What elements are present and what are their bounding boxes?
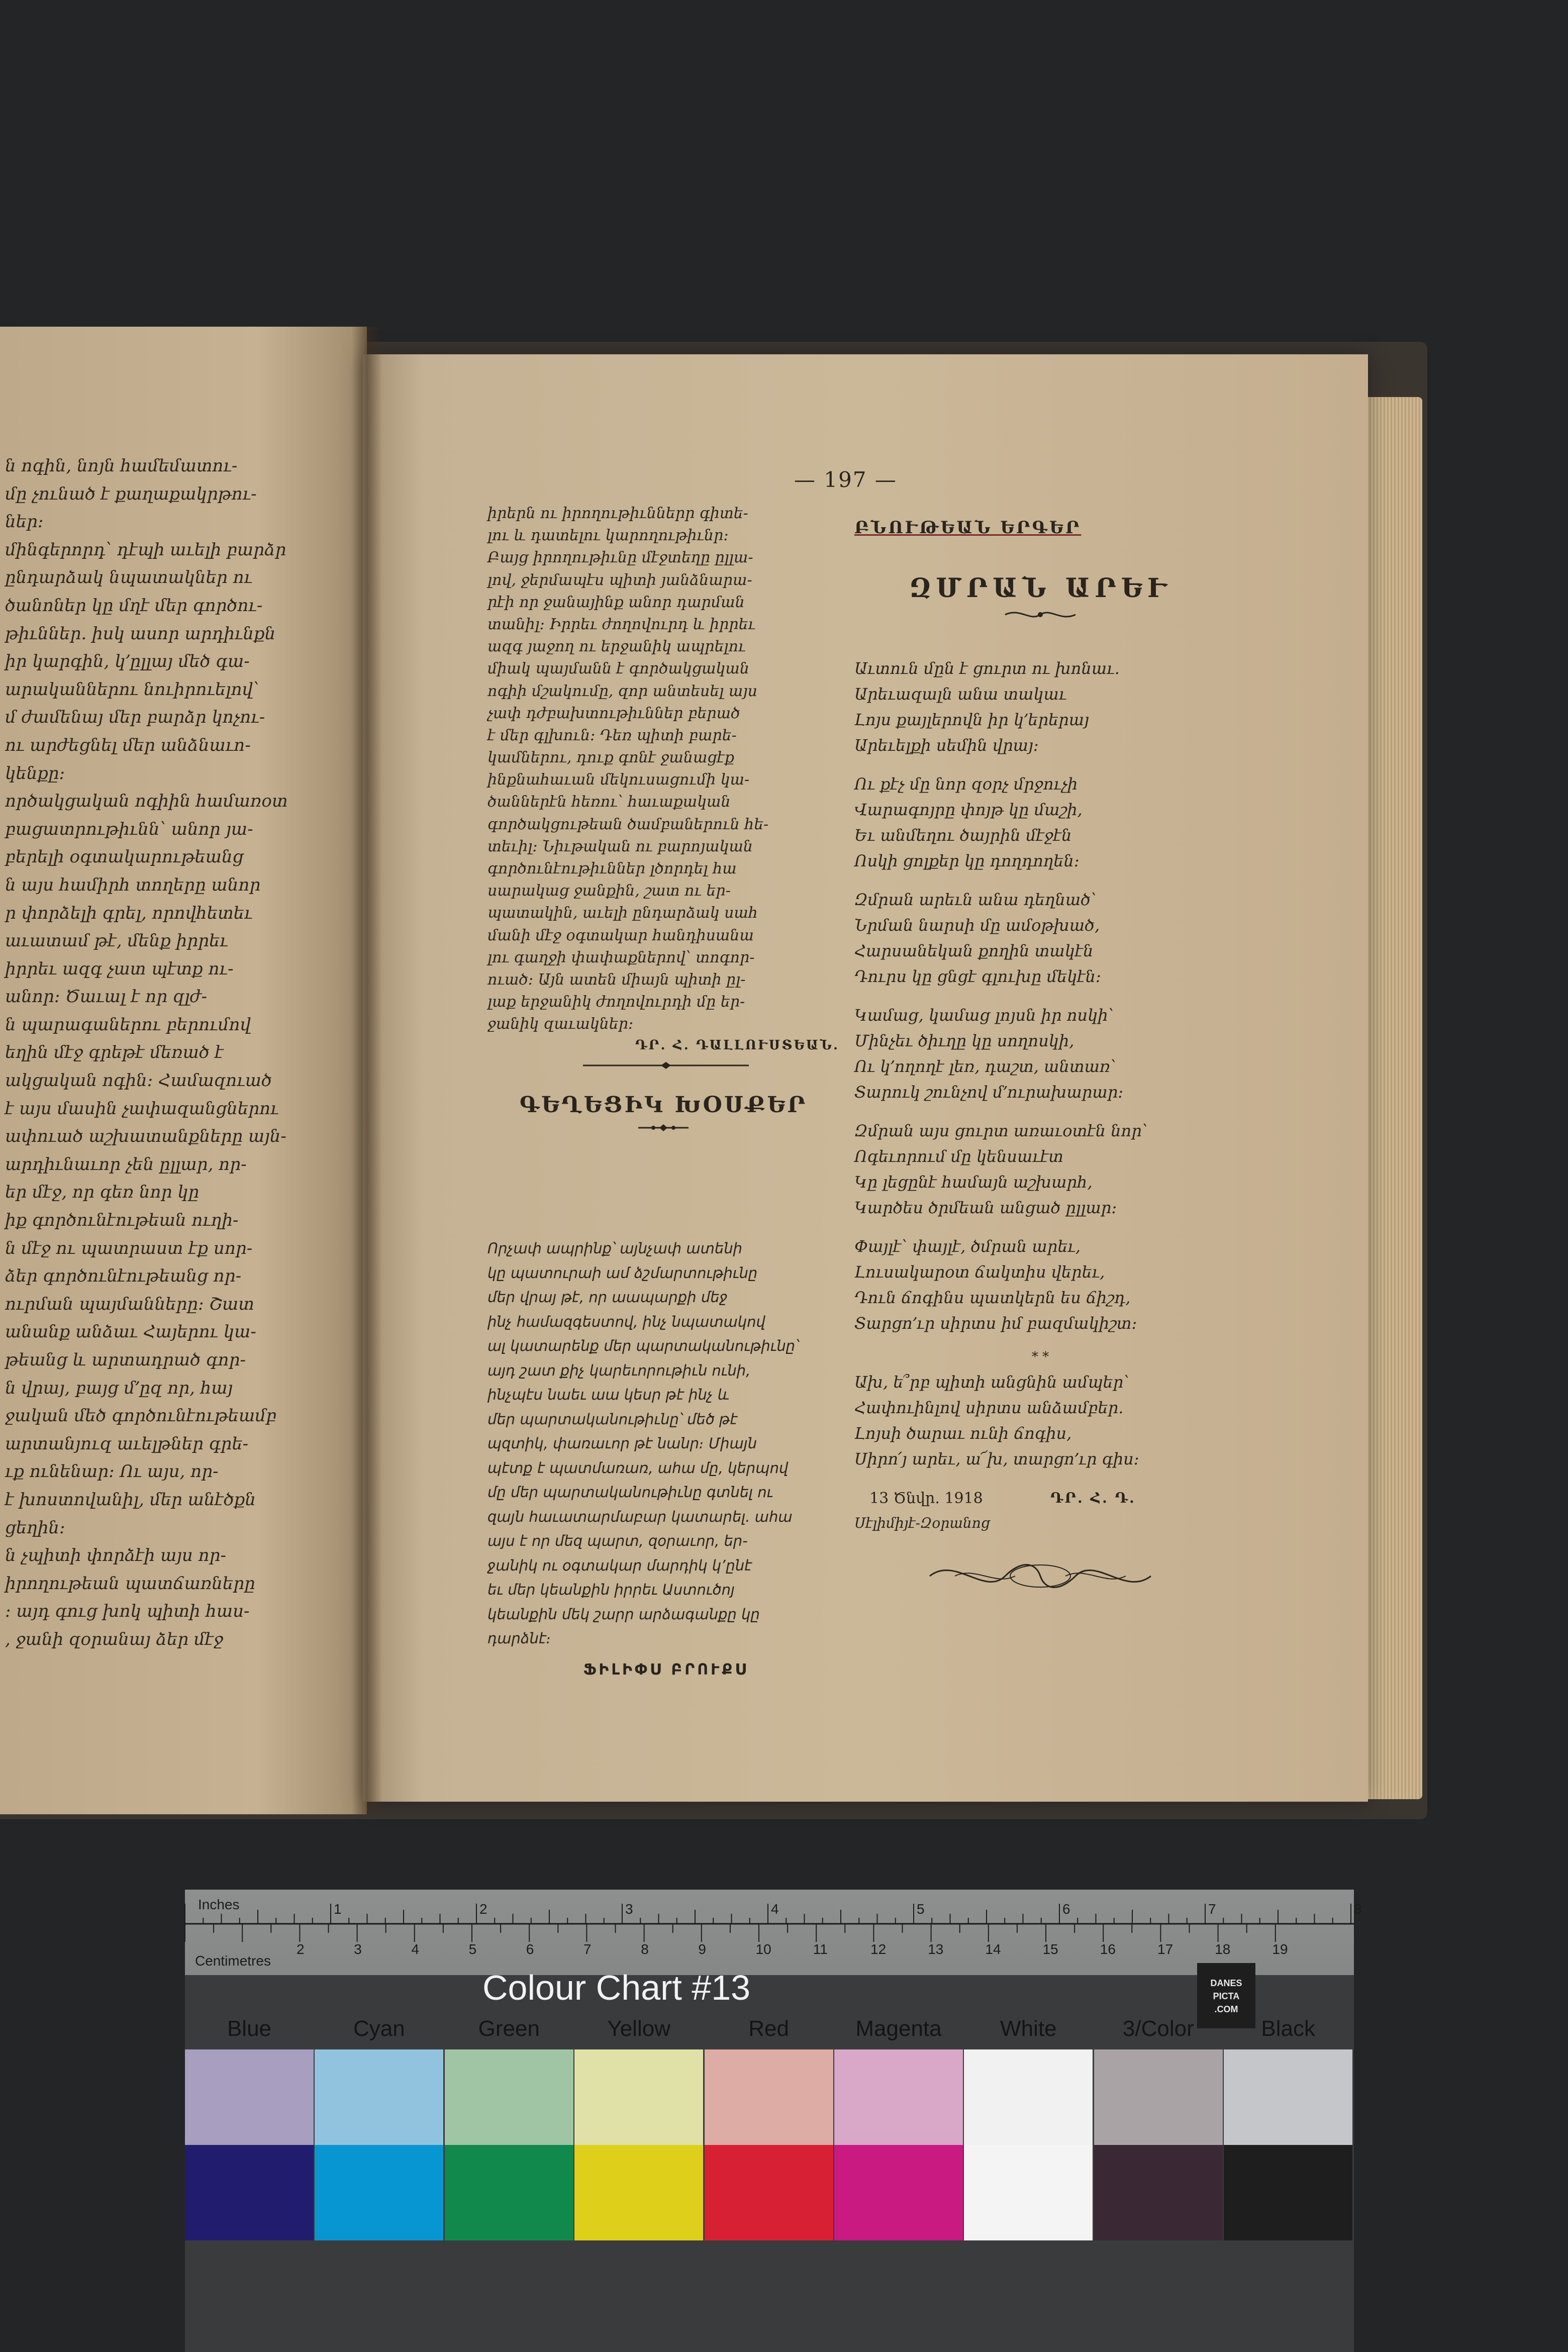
swatch-dark — [185, 2145, 314, 2240]
swatch-light — [964, 2049, 1093, 2145]
quote-line: այդ շատ քիչ կարեւորութիւն ունի, — [487, 1361, 751, 1379]
swatch-light — [834, 2049, 963, 2145]
centimetres-label: Centimetres — [195, 1953, 271, 1969]
swatch-label-yellow: Yellow — [607, 2016, 670, 2041]
section-divider — [487, 1053, 839, 1078]
left-page-line: մը չունած է քաղաքակրթու- — [5, 483, 257, 504]
article-line: լու գաղջի փափաքներով՝ տոգոր- — [487, 948, 755, 966]
poem-stanza — [854, 887, 1226, 990]
poem-line: Վարագոյրը փոյթ կը մաշի, — [854, 800, 1083, 819]
ruler-ticks — [185, 1890, 1362, 1957]
article-line: ծաններէն հեռու՝ հաւաքական — [487, 793, 731, 811]
colour-chart-title: Colour Chart #13 — [482, 1968, 751, 2007]
poem-title-ornament — [854, 604, 1226, 626]
swatch-dark — [315, 2145, 443, 2240]
article-line: սարակաց ջանքին, շատ ու եր- — [487, 882, 731, 900]
left-page-line: ցեղին։ — [5, 1517, 65, 1538]
left-page-line: ն ոգին, նոյն համեմատու- — [5, 456, 238, 476]
cm-number: 16 — [1100, 1941, 1116, 1957]
inch-number: 4 — [771, 1901, 779, 1917]
poem-line: Կը լեցընէ համայն աշխարհ, — [854, 1172, 1093, 1192]
left-page-line: թիւններ. իսկ ասոր արդիւնքն — [5, 623, 276, 644]
cm-number: 4 — [411, 1941, 419, 1957]
swatch-label-black: Black — [1261, 2016, 1315, 2041]
left-page-line: թեանց և արտադրած գոր- — [5, 1350, 246, 1370]
quote-line: ալ կատարենք մեր պարտականութիւնը՝ — [487, 1337, 799, 1354]
left-page-line: արականներու նուիրուելով՝ — [5, 679, 259, 700]
article-line: գործակցութեան ծամբաներուն հե- — [487, 815, 769, 833]
poem-asterism: * * — [1031, 1349, 1049, 1364]
logo-line-2: PICTA — [1213, 1991, 1240, 2001]
article-text — [487, 503, 839, 1036]
article-line: միակ պայմանն է գործակցական — [487, 660, 749, 678]
swatch-dark — [834, 2145, 963, 2240]
quote-line: կեանքին մեկ շարր արձագանքը կը — [487, 1605, 760, 1623]
article-line: Բայց իրողութիւնը մէջտեղը ըլլա- — [487, 549, 753, 567]
left-page-line: կենքը։ — [5, 763, 65, 783]
swatch-light — [705, 2049, 833, 2145]
left-page-line: է խոստովանիլ, մեր անէծքն — [5, 1489, 256, 1510]
cm-number: 12 — [870, 1941, 887, 1957]
article-line: իրերն ու իրողութիւններր գիտե- — [487, 505, 748, 522]
poem-line: Եւ անմեղու ծայրին մէջէն — [854, 826, 1072, 845]
left-page-line: եր մէջ, որ գեռ նոր կը — [5, 1182, 200, 1203]
left-page-line: իք գործունէութեան ուղի- — [5, 1210, 239, 1231]
left-page-line: բերելի օգտակարութեանց — [5, 847, 244, 867]
swatch-label-red: Red — [748, 2016, 789, 2041]
end-flourish — [854, 1546, 1226, 1606]
left-page-line: ձեր գործունէութեանց որ- — [5, 1266, 242, 1287]
left-page-line: իրրեւ ազգ չատ պէտք ու- — [5, 958, 234, 979]
inch-number: 7 — [1208, 1901, 1216, 1917]
poem-date: 13 Ծնվր. 1918 — [869, 1490, 983, 1507]
inch-number: 2 — [479, 1901, 487, 1917]
swatch-label-magenta: Magenta — [855, 2016, 942, 2041]
left-page-line: մինգերորդ՝ դէպի աւելի բարձր — [5, 539, 286, 560]
swatch-dark — [964, 2145, 1093, 2240]
poem-line: Ոսկի ցոլքեր կը դողդողեն։ — [854, 851, 1080, 870]
quote-line: զայն հաւատարմաբար կատարել. ահա — [487, 1508, 793, 1525]
swatch-label-white: White — [1000, 2016, 1057, 2041]
article-line: ջանիկ զաւակներ։ — [487, 1015, 634, 1033]
left-page-line: ծանոներ կը մղէ մեր գործու- — [5, 595, 263, 616]
article-line: տեւիլ։ Նիւթական ու բարոյական — [487, 837, 753, 855]
left-page-line: ներ։ — [5, 512, 44, 532]
poem-line: Արեւելքի սեմին վրայ։ — [854, 736, 1039, 755]
poem-line: Դուն ճոգինս պատկերն ես ճիշդ, — [854, 1288, 1131, 1307]
poem-line: Տարցո՚ւր սիրտս իմ բազմակիշտ։ — [854, 1314, 1137, 1333]
left-page-line: ն չպիտի փորձէի այս որ- — [5, 1545, 227, 1566]
cm-number: 6 — [526, 1941, 534, 1957]
quote-line: պէտք է պատմառառ, ահա մը, կերպով — [487, 1459, 789, 1477]
swatch-dark — [574, 2145, 703, 2240]
quote-line: ջանիկ ու օգտակար մարդիկ կ՚ընէ — [487, 1556, 752, 1574]
quote-line: մեր վրայ թէ, որ աապարքի մեջ — [487, 1289, 728, 1306]
poem-line: Կարծես ծրմեան անցած ըլլար։ — [854, 1198, 1117, 1217]
quote-line: դարձնէ։ — [487, 1630, 551, 1647]
swatch-label-green: Green — [478, 2016, 540, 2041]
article-line: է մեր գլխուն։ Դեռ պիտի բարե- — [487, 726, 737, 744]
poem-line: Կամաց, կամաց լոյսն իր ոսկի՝ — [854, 1006, 1114, 1025]
left-page-line: ւք ունենար։ Ու այս, որ- — [5, 1461, 219, 1482]
inches-label: Inches — [198, 1897, 240, 1912]
poem-line: Լոյս քայլերովն իր կ՚երերայ — [854, 710, 1090, 729]
title-ornament — [487, 1118, 839, 1138]
cm-number: 14 — [985, 1941, 1001, 1957]
left-page-line: ընդարձակ նպատակներ ու — [5, 567, 253, 588]
article-line: ոգիի մշակումը, զոր անտեսել այս — [487, 682, 757, 700]
left-page-line: ն այս համիրհ տողերը անոր — [5, 874, 261, 895]
logo-line-1: DANES — [1210, 1978, 1242, 1988]
article-line: կամներու, դուք գոնէ ջանացէք — [487, 749, 735, 767]
poem-stanza — [854, 1369, 1226, 1472]
left-page-line: արտանյուզ աւելթներ գրե- — [5, 1433, 249, 1454]
left-page-line: ափուած աշխատանքները այն- — [5, 1126, 286, 1147]
inch-number: 8 — [1354, 1901, 1362, 1917]
cm-number: 15 — [1042, 1941, 1058, 1957]
poem-place: Սէլիմիյէ-Զօրանոց — [854, 1515, 990, 1531]
left-page-line: մ ժամենայ մեր բարձր կոչու- — [5, 707, 265, 728]
inch-number: 5 — [917, 1901, 925, 1917]
cm-number: 5 — [468, 1941, 477, 1957]
article-line: ինքնահաւան մեկուսացումի կա- — [487, 771, 750, 789]
swatch-light — [445, 2049, 573, 2145]
book-gutter — [352, 327, 382, 1814]
poem-stanza — [854, 656, 1226, 758]
section-title: ԳԵՂԵՑԻԿ ԽՕՍՔԵՐ — [519, 1092, 808, 1118]
cm-number: 7 — [583, 1941, 592, 1957]
quote-line: մեր պարտականութիւնը՝ մեծ թէ — [487, 1410, 738, 1428]
inch-number: 3 — [625, 1901, 633, 1917]
cm-number: 11 — [813, 1941, 828, 1957]
article-line: լաք երջանիկ ժողովուրդի մը եր- — [487, 993, 745, 1011]
swatch-light — [574, 2049, 703, 2145]
swatch-light — [1094, 2049, 1223, 2145]
poem-line: Հափուինլով սիրտս անձամբեր. — [854, 1398, 1124, 1417]
poem-stanza — [854, 1003, 1226, 1105]
swatch-label-3color: 3/Color — [1122, 2016, 1194, 2041]
poem-line: Տարուկ շունչով մ՚ուրախարար։ — [854, 1083, 1124, 1102]
article-line: չափ դժբախտութիւններ բերած — [487, 704, 740, 722]
article-line: լով, ջերմապէս պիտի յանձնարա- — [487, 571, 752, 589]
poem-line: Զմրան այս ցուրտ առաւօտէն նոր՝ — [854, 1121, 1148, 1140]
cm-number: 3 — [354, 1941, 362, 1957]
left-page-line: եղին մէջ գրեթէ մեռած է — [5, 1042, 224, 1063]
article-line: գործունէութիւններ լծորդել հա — [487, 860, 737, 877]
poem-line: Ու կ՚ողողէ լեռ, դաշտ, անտառ՝ — [854, 1057, 1116, 1076]
poem-line: Արեւազալն անա տակաւ — [854, 684, 1067, 704]
poem-line: Սիրո՛յ արեւ, ա՜խ, տարցո՚ւր գիս։ — [854, 1449, 1139, 1468]
quote-column — [487, 1236, 844, 1679]
poem-column — [854, 518, 1226, 1608]
left-page-line: ործակցական ոգիին համառօտ — [5, 791, 288, 812]
left-page-line: բացատրութիւնն՝ անոր յա- — [5, 819, 253, 839]
article-line: պատակին, աւելի ընդարձակ սահ — [487, 904, 758, 922]
quote-line: ինչպէս նաեւ աա կեսր թէ ինչ և — [487, 1386, 730, 1403]
left-page-line: անոր։ Ծաւալ է որ զլժ- — [5, 987, 207, 1007]
quote-line: եւ մեր կեանքին իրրեւ Աստուծոյ — [487, 1581, 735, 1598]
poem-line: Փայլէ՝ փայլէ, ծմրան արեւ, — [854, 1237, 1081, 1256]
swatch-light — [185, 2049, 314, 2145]
poem-line: Լոյսի ծարաւ ունի ճոգիս, — [854, 1424, 1072, 1443]
quote-line: Որչափ ապրինք՝ այնչափ ատենի — [487, 1240, 742, 1257]
quote-signature: ՖԻԼԻՓՍ ԲՐՈՒՔՍ — [583, 1660, 749, 1679]
swatch-dark — [445, 2145, 573, 2240]
left-page-line: աւատամ թէ, մենք իրրեւ — [5, 931, 228, 951]
article-line: լու և դատելու կարողութիւնր։ — [487, 527, 729, 545]
poem-line: Ու քէչ մը նոր զօրչ մրջուչի — [854, 774, 1078, 794]
cm-number: 19 — [1272, 1941, 1288, 1957]
quote-line: մը մեր պարտականութիւնը գտնել ու — [487, 1484, 773, 1501]
cm-number: 17 — [1157, 1941, 1173, 1957]
poem-line: Հարսանեկան քողին տակէն — [854, 941, 1094, 960]
poem-title: ԶՄՐԱՆ ԱՐԵՒ — [909, 573, 1171, 604]
poem-stanza — [854, 1234, 1226, 1336]
cm-number: 2 — [297, 1941, 305, 1957]
poem-line: Ոգեւորում մը կենսաւէտ — [854, 1147, 1063, 1166]
left-page-line: ր փորձելի գրել, որովհետեւ — [5, 903, 253, 923]
swatch-dark — [705, 2145, 833, 2240]
swatch-light — [1224, 2049, 1352, 2145]
swatch-dark — [1094, 2145, 1223, 2240]
left-page-line: ուրման պայմանները։ Շատ — [5, 1294, 254, 1314]
logo-line-3: .COM — [1214, 2004, 1238, 2014]
article-line: ուած։ Այն ատեն միայն պիտի ըլ- — [487, 970, 746, 989]
quote-line: պզտիկ, փառաւոր թէ նանր։ Միայն — [487, 1435, 757, 1452]
poem-stanza — [854, 771, 1226, 874]
quote-line: կը պատուրաի ամ ձշմարտութիւնը — [487, 1264, 758, 1282]
cm-number: 10 — [755, 1941, 771, 1957]
cm-number: 9 — [698, 1941, 706, 1957]
swatch-label-blue: Blue — [227, 2016, 272, 2041]
left-page-line: ն վրայ, բայց մ՚ըզ որ, հայ — [5, 1378, 233, 1398]
left-page-line: արդիւնաւոր չեն ըլլար, որ- — [5, 1154, 247, 1174]
quote-text — [487, 1236, 844, 1651]
poem-body — [854, 656, 1226, 1472]
poem-line: Աւտուն մըն է ցուրտ ու խոնաւ. — [854, 659, 1120, 678]
article-line: րէի որ ջանայինք անոր դարման — [487, 593, 745, 611]
left-page-line: է այս մասին չափազանցներու — [5, 1098, 279, 1119]
left-page-text — [5, 452, 327, 1654]
left-page-line: ն մէջ ու պատրաստ էք սոր- — [5, 1238, 253, 1258]
article-line: մանի մէջ օգտակար հանդիսանա — [487, 926, 754, 944]
left-page-line: ու արժեցնել մեր անձնաւո- — [5, 735, 251, 755]
page-number: — 197 — — [794, 467, 897, 492]
poem-stanza — [854, 1118, 1226, 1221]
left-page-line: ակցական ոգին։ Համազուած — [5, 1070, 272, 1091]
poem-series-title: ԲՆՈՒԹԵԱՆ ԵՐԳԵՐ — [854, 518, 1082, 538]
poem-line: Լուսակարօտ ճակտիս վերեւ, — [854, 1262, 1105, 1282]
poem-line: Մինչեւ ծիւղը կը սողոսկի, — [854, 1031, 1074, 1050]
left-page-line: ն պարագաներու բերումով — [5, 1014, 251, 1035]
inch-number: 1 — [334, 1901, 342, 1917]
poem-line: Դուրս կը ցնցէ գլուխը մեկէն։ — [854, 967, 1101, 986]
article-column — [487, 503, 839, 1142]
cm-number: 18 — [1215, 1941, 1231, 1957]
swatch-light — [315, 2049, 443, 2145]
left-page-line: անանք անձաւ Հայերու կա- — [5, 1322, 256, 1342]
cm-number: 13 — [928, 1941, 944, 1957]
left-page-line: իր կարգին, կ՚ըլլայ մեծ գա- — [5, 651, 250, 672]
poem-line: Ախ, ե՞րբ պիտի անցնին ամպեր՝ — [854, 1373, 1129, 1392]
swatch-dark — [1224, 2145, 1352, 2240]
swatch-label-cyan: Cyan — [353, 2016, 405, 2041]
quote-line: այս է որ մեզ պարտ, զօրաւոր, եր- — [487, 1532, 748, 1549]
poem-dateline — [854, 1485, 1226, 1510]
article-line: տանիլ։ Իրրեւ ժողովուրդ և իրրեւ — [487, 615, 755, 633]
article-line: ազգ յաջող ու երջանիկ ապրելու — [487, 638, 746, 656]
left-page-line: ջական մեծ գործունէութեամբ — [5, 1406, 277, 1426]
quote-line: ինչ համազգեստով, ինչ նպատակով — [487, 1313, 765, 1330]
poem-signature: ԴՐ. Հ. Դ. — [1050, 1490, 1136, 1506]
left-page-line: , ջանի զօրանայ ձեր մէջ — [5, 1629, 224, 1649]
left-page-line: ։ այդ գուց խոկ պիտի հաս- — [5, 1601, 250, 1622]
poem-line: Նրման նարսի մը ամօթխած, — [854, 916, 1100, 935]
left-page-line: իրողութեան պատճառները — [5, 1573, 255, 1594]
article-signature: ԴՐ. Հ. ԴԱԼԼՈՒՍՏԵԱՆ. — [635, 1037, 839, 1053]
inch-number: 6 — [1062, 1901, 1070, 1917]
poem-line: Զմրան արեւն անա դեղնած՝ — [854, 890, 1097, 909]
cm-number: 8 — [641, 1941, 649, 1957]
